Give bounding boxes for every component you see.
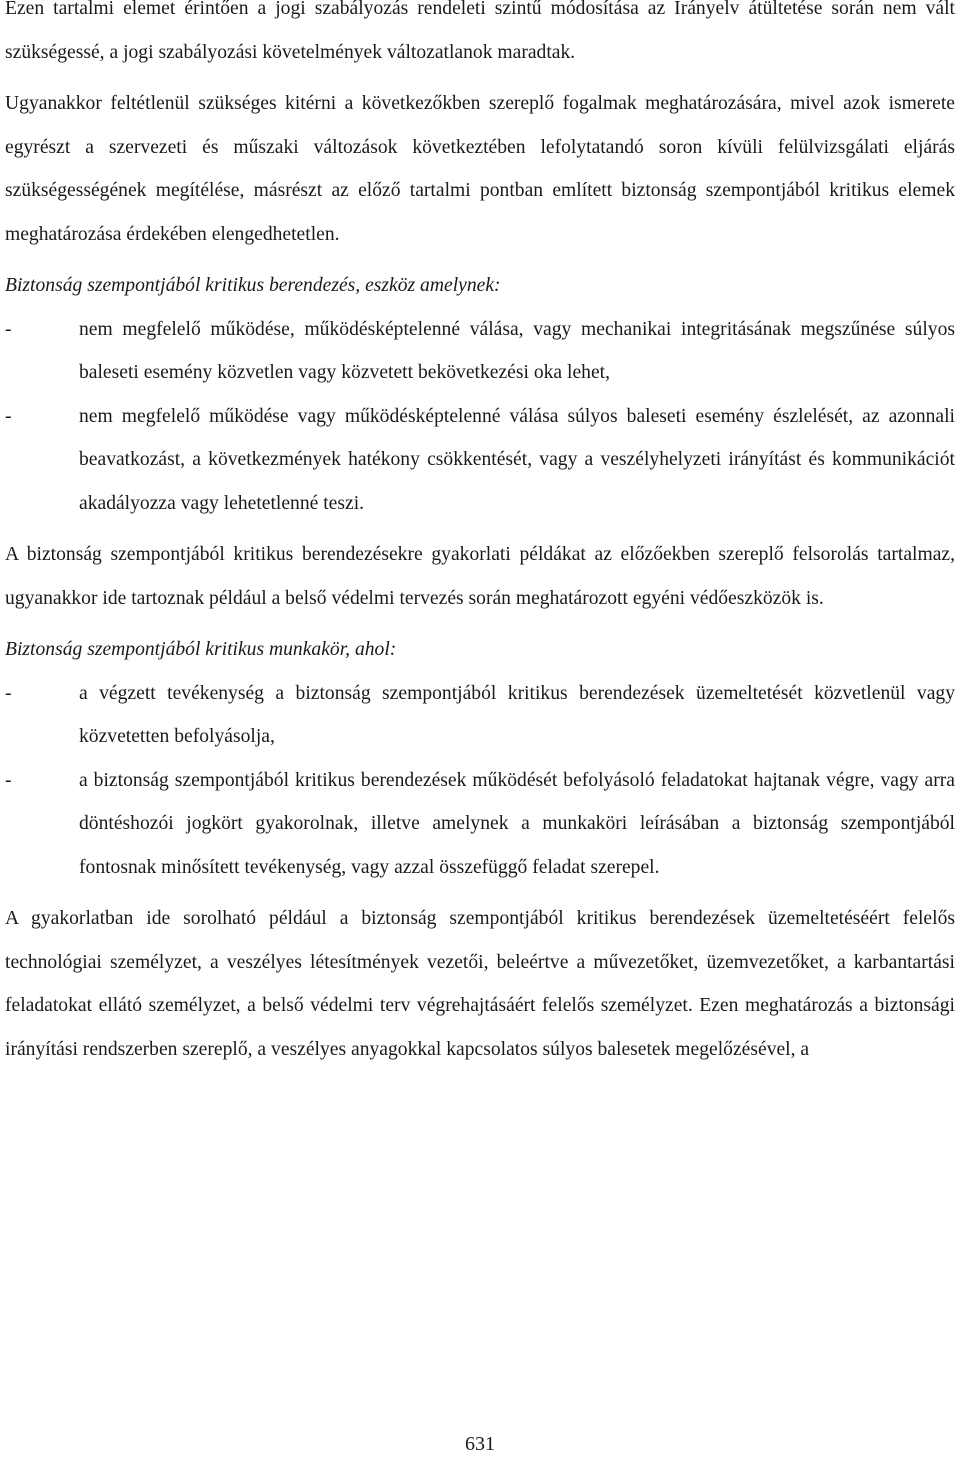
list-item-text: a biztonság szempontjából kritikus berendezések működését befolyásoló feladatokat hajtanak végre, vagy arra döntéshozói jogkört gyakorolnak, illetve amelynek a munkaköri leírásában a biztonság szempontjából fontosnak minősített tevékenység, vagy azzal összefüggő feladat szerepel. (79, 769, 955, 878)
list-critical-equipment (5, 308, 955, 526)
list-item (5, 308, 955, 395)
list-critical-job (5, 672, 955, 890)
dash-marker: - (5, 318, 12, 340)
paragraph-definitions: Ugyanakkor feltétlenül szükséges kitérni a következőkben szereplő fogalmak meghatározására, mivel azok ismerete egyrészt a szervezeti és műszaki változások következtében lefolytatandó soron kívüli felülvizsgálati eljárás szükségességének megítélése, másrészt az előző tartalmi pontban említett biztonság szempontjából kritikus elemek meghatározása érdekében elengedhetetlen. (5, 93, 955, 245)
list-item-text: nem megfelelő működése, működésképtelenné válása, vagy mechanikai integritásának megszűnése súlyos baleseti esemény közvetlen vagy közvetett bekövetkezési oka lehet, (79, 318, 955, 383)
spacer (5, 620, 955, 628)
dash-marker: - (5, 682, 12, 704)
list-item-text: nem megfelelő működése vagy működésképtelenné válása súlyos baleseti esemény észlelését, az azonnali beavatkozást, a következmények hatékony csökkentését, vagy a veszélyhelyzeti irányítást és kommunikációt akadályozza vagy lehetetlenné teszi. (79, 405, 955, 514)
paragraph-examples: A biztonság szempontjából kritikus berendezésekre gyakorlati példákat az előzőekben szereplő felsorolás tartalmaz, ugyanakkor ide tartoznak például a belső védelmi tervezés során meghatározott egyéni védőeszközök is. (5, 544, 955, 609)
page-number: 631 (465, 1433, 495, 1455)
dash-marker: - (5, 405, 12, 427)
document-page (5, 0, 955, 1071)
list-item (5, 672, 955, 759)
paragraph-practice: A gyakorlatban ide sorolható például a biztonság szempontjából kritikus berendezések üzemeltetéséért felelős technológiai személyzet, a veszélyes létesítmények vezetői, beleértve a művezetőket, üzemvezetőket, a karbantartási feladatokat ellátó személyzet, a belső védelmi terv végrehajtásáért felelős személyzet. Ezen meghatározás a biztonsági irányítási rendszerben szereplő, a veszélyes anyagokkal kapcsolatos súlyos balesetek megelőzésével, a (5, 908, 955, 1060)
spacer (5, 889, 955, 897)
spacer (5, 74, 955, 82)
list-item (5, 395, 955, 526)
heading-critical-job: Biztonság szempontjából kritikus munkakör, ahol: (5, 639, 397, 660)
spacer (5, 525, 955, 533)
paragraph-intro: Ezen tartalmi elemet érintően a jogi szabályozás rendeleti szintű módosítása az Irányelv átültetése során nem vált szükségessé, a jogi szabályozási követelmények változatlanok maradtak. (5, 0, 955, 63)
spacer (5, 256, 955, 264)
list-item-text: a végzett tevékenység a biztonság szempontjából kritikus berendezések üzemeltetését közvetlenül vagy közvetetten befolyásolja, (79, 682, 955, 747)
dash-marker: - (5, 769, 12, 791)
list-item (5, 759, 955, 890)
heading-critical-equipment: Biztonság szempontjából kritikus berendezés, eszköz amelynek: (5, 275, 501, 296)
